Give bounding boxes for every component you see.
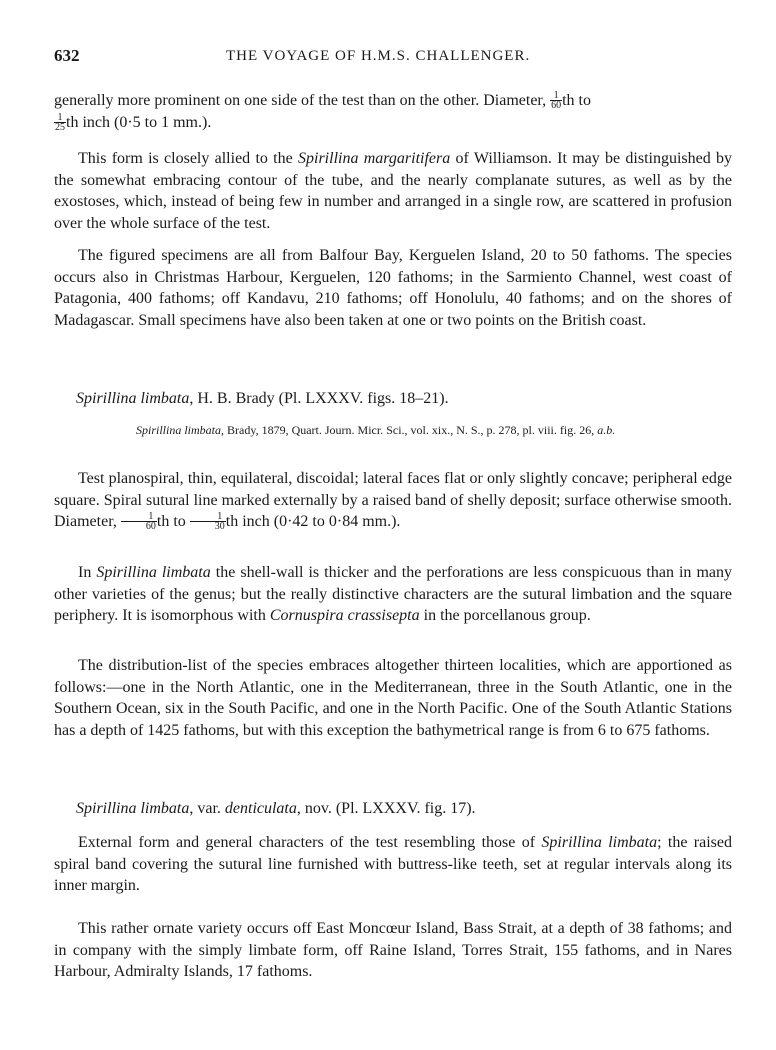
paragraph-variety-distribution: This rather ornate variety occurs off East Moncœur Island, Bass Strait, at a depth of 38 fathoms; and in company with the simply limbate form, off Raine Island, Torres Strait, 155 fathoms, and in Nares Harbour, Admiralty Islands, 17 fathoms. [54, 920, 732, 980]
fraction: $\frac{1}{60}$ [551, 90, 562, 111]
paragraph-variety-description: External form and general characters of the test resembling those of Spirillina limbata; the raised spiral band covering the sutural line furnished with buttress-like teeth, set at regular intervals along its inner margin. [54, 834, 733, 894]
section-heading-limbata: Spirillina limbata, H. B. Brady (Pl. LXXXV. figs. 18–21). [76, 390, 449, 407]
page-header [54, 46, 732, 70]
paragraph-description: Test planospiral, thin, equilateral, discoidal; lateral faces flat or only slightly concave; peripheral edge square. Spiral sutural line marked externally by a raised band of shelly deposit; surface otherwise smooth. Diameter, $\frac{1}{60}$ th to $\frac{1}{30}$ th inch (0·42 to 0·84 mm.). [54, 470, 732, 532]
section-heading-denticulata: Spirillina limbata, var. denticulata, nov. (Pl. LXXXV. fig. 17). [76, 800, 476, 817]
paragraph-distribution: The distribution-list of the species embraces altogether thirteen localities, which are apportioned as follows:—one in the North Atlantic, one in the Mediterranean, three in the South Atlantic, one in the Southern Ocean, six in the South Pacific, and one in the North Pacific. One of the South Atlantic Stations has a depth of 1425 fathoms, but with this exception the bathymetrical range is from 6 to 675 fathoms. [54, 657, 732, 739]
paragraph-characters: In Spirillina limbata the shell-wall is thicker and the perforations are less conspicuous than in many other varieties of the genus; but the really distinctive characters are the sutural limbation and the square periphery. It is isomorphous with Cornuspira crassisepta in the porcellanous group. [54, 564, 732, 624]
species-name: Spirillina margaritifera [298, 150, 451, 167]
synonymy-reference: Spirillina limbata, Brady, 1879, Quart. Journ. Micr. Sci., vol. xix., N. S., p. 278, pl. viii. fig. 26, a.b. [136, 423, 616, 437]
fraction: $\frac{1}{60}$ [121, 512, 157, 531]
fraction: $\frac{1}{30}$ [190, 512, 226, 531]
running-title: THE VOYAGE OF H.M.S. CHALLENGER. [226, 48, 531, 64]
paragraph-continued: generally more prominent on one side of the test than on the other. Diameter, $\frac{1}{60}$ th to $\frac{1}{25}$ th inch (0·5 to 1 mm.). [54, 90, 591, 133]
paragraph-comparison: This form is closely allied to the Spirillina margaritifera of Williamson. It may be distinguished by the somewhat embracing contour of the tube, and the nearly complanate sutures, as well as by the exostoses, which, instead of being few in number and arranged in a single row, are scattered in profusion over the whole surface of the test. [54, 150, 733, 232]
paragraph-localities: The figured specimens are all from Balfour Bay, Kerguelen Island, 20 to 50 fathoms. The species occurs also in Christmas Harbour, Kerguelen, 120 fathoms; in the Sarmiento Channel, west coast of Patagonia, 400 fathoms; off Kandavu, 210 fathoms; off Honolulu, 40 fathoms; and on the shores of Madagascar. Small specimens have also been taken at one or two points on the British coast. [54, 247, 732, 329]
page-number: 632 [54, 46, 80, 65]
fraction: $\frac{1}{25}$ [55, 111, 65, 133]
